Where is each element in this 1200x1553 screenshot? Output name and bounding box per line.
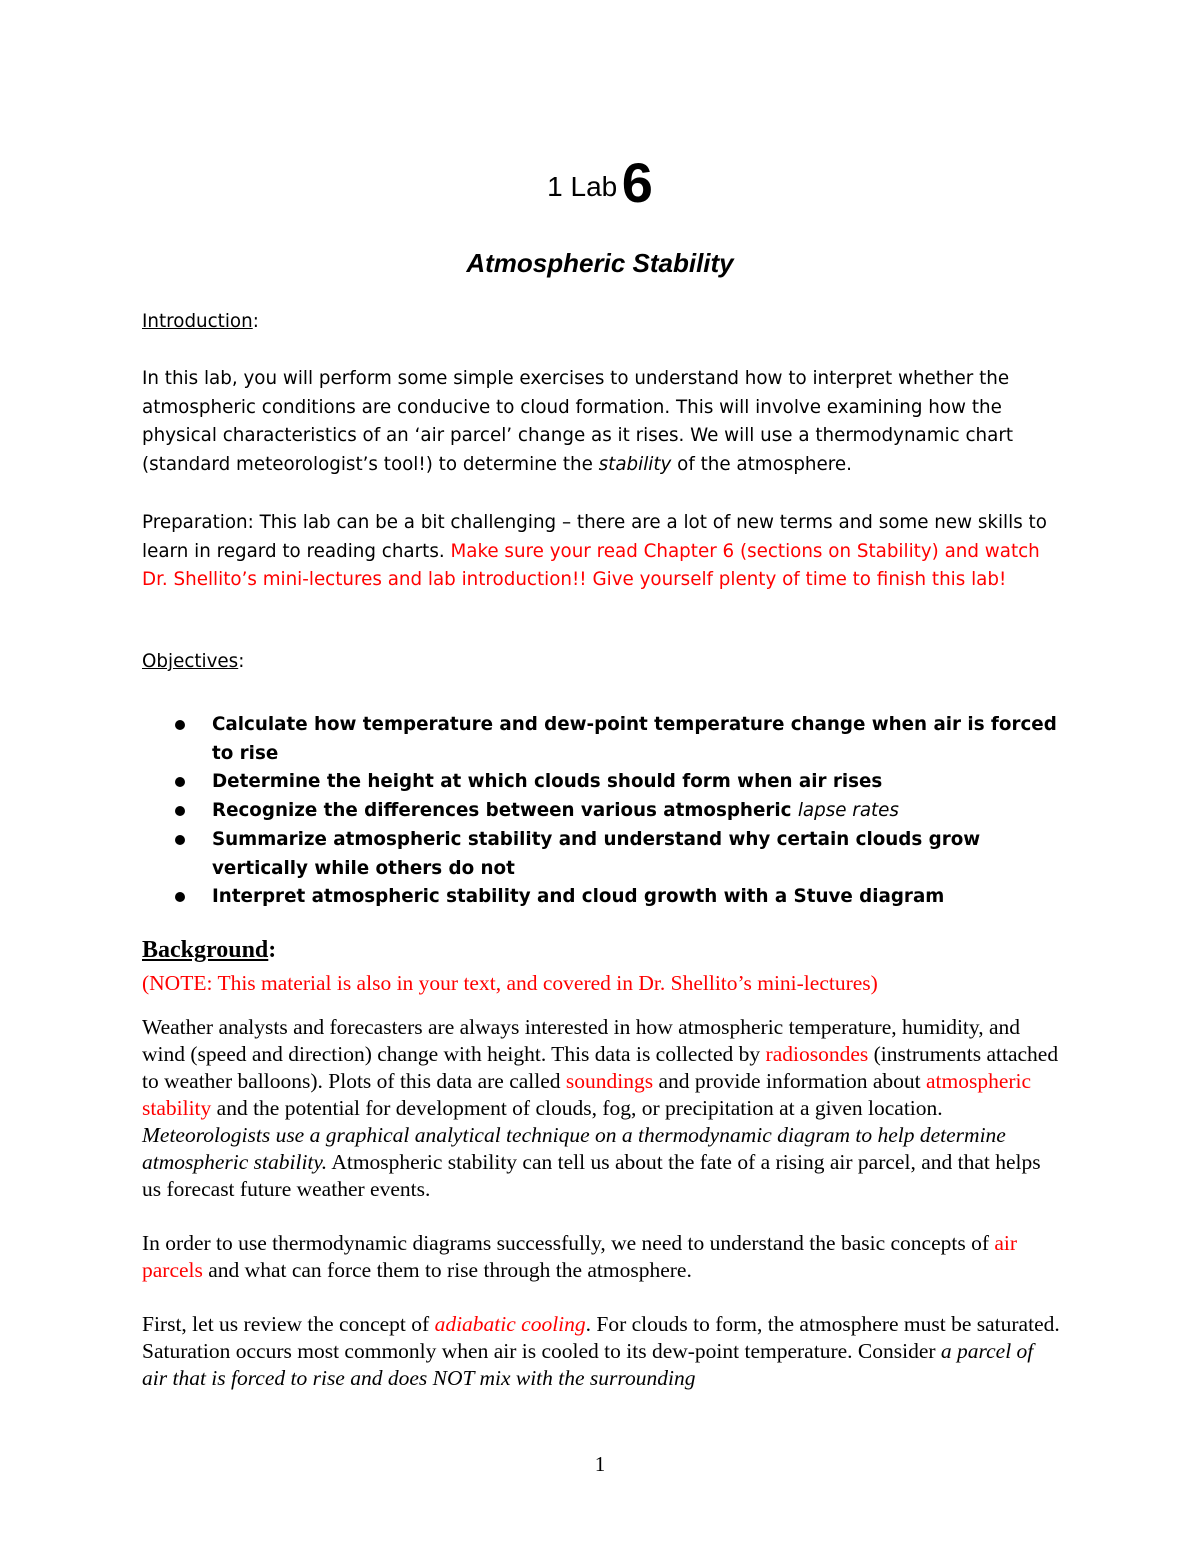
objectives-list — [142, 711, 1062, 912]
introduction-emphasis: stability — [598, 454, 672, 476]
bg-p3-text-2: . For clouds to form, the atmosphere must be saturated. Saturation occurs most commonly when air is cooled to its dew-point temperature. Consider — [142, 1312, 1060, 1363]
objective-text: Interpret atmospheric stability and cloud growth with a Stuve diagram — [212, 886, 945, 908]
objective-item — [142, 797, 1062, 826]
objective-emphasis: lapse rates — [797, 800, 899, 822]
bg-p1-italic: Meteorologists use a graphical analytical technique on a thermodynamic diagram to help determine atmospheric stability. — [142, 1123, 1006, 1174]
lab-title-number: 6 — [621, 151, 653, 214]
preparation-paragraph — [142, 509, 1062, 595]
bullet-icon — [175, 777, 185, 787]
background-paragraph-3 — [142, 1311, 1062, 1392]
objective-item — [142, 826, 1062, 883]
introduction-text-2: of the atmosphere. — [671, 454, 852, 476]
bg-p1-term-radiosondes: radiosondes — [765, 1042, 869, 1066]
bg-p1-text-5: Atmospheric stability can tell us about the fate of a rising air parcel, and that helps us forecast future weather events. — [142, 1150, 1041, 1201]
bullet-icon — [175, 835, 185, 845]
background-paragraph-1 — [142, 1014, 1062, 1203]
objectives-heading-label: Objectives — [142, 651, 239, 672]
bg-p3-italic: a parcel of air that is forced to rise and does NOT mix with the surrounding — [142, 1339, 1034, 1390]
bg-p1-term-stability: atmospheric stability — [142, 1069, 1032, 1120]
bullet-icon — [175, 720, 185, 730]
bg-p3-term-adiabatic: adiabatic cooling — [434, 1312, 586, 1336]
objective-text: Calculate how temperature and dew-point temperature change when air is forced to rise — [212, 714, 1057, 764]
lab-title-prefix: 1 Lab — [547, 171, 618, 202]
objectives-heading — [142, 651, 1062, 672]
preparation-warning: Make sure your read Chapter 6 (sections on Stability) and watch Dr. Shellito’s mini-lectures and lab introduction!! Give yourself plenty of time to finish this lab! — [142, 540, 1040, 591]
objective-item — [142, 883, 1062, 912]
background-heading-label: Background — [142, 937, 269, 963]
bg-p1-text-3: and provide information about — [653, 1069, 926, 1093]
bg-p2-term-air-parcels: air parcels — [142, 1231, 1018, 1282]
objective-text: Recognize the differences between various atmospheric — [212, 800, 798, 822]
page-number: 1 — [594, 1452, 606, 1476]
objectives-heading-colon: : — [238, 651, 245, 672]
introduction-paragraph — [142, 365, 1062, 480]
lab-title — [0, 150, 1200, 215]
bg-p1-text-4: and the potential for development of clouds, fog, or precipitation at a given location. — [211, 1096, 943, 1120]
background-paragraph-2 — [142, 1230, 1062, 1284]
objective-item — [142, 711, 1062, 768]
preparation-text: Preparation: This lab can be a bit challenging – there are a lot of new terms and some new skills to learn in regard to reading charts. — [142, 512, 1047, 562]
objective-text: Determine the height at which clouds should form when air rises — [212, 771, 883, 793]
background-note: (NOTE: This material is also in your text, and covered in Dr. Shellito’s mini-lectures) — [142, 971, 878, 995]
objective-text: Summarize atmospheric stability and understand why certain clouds grow vertically while others do not — [212, 828, 981, 879]
bg-p1-text-2: (instruments attached to weather balloons). Plots of this data are called — [142, 1042, 1059, 1093]
bg-p2-text-1: In order to use thermodynamic diagrams successfully, we need to understand the basic concepts of — [142, 1231, 995, 1255]
bg-p1-text-1: Weather analysts and forecasters are always interested in how atmospheric temperature, humidity, and wind (speed and direction) change with height. This data is collected by — [142, 1015, 1021, 1066]
introduction-heading-colon: : — [252, 311, 259, 332]
introduction-heading-label: Introduction — [142, 311, 253, 332]
bg-p1-term-soundings: soundings — [565, 1069, 654, 1093]
bg-p2-text-2: and what can force them to rise through the atmosphere. — [202, 1258, 692, 1282]
bg-p3-text-1: First, let us review the concept of — [142, 1312, 435, 1336]
introduction-heading — [142, 311, 1062, 332]
background-heading-colon: : — [268, 937, 277, 963]
background-heading — [142, 937, 1062, 964]
bullet-icon — [175, 806, 185, 816]
introduction-text-1: In this lab, you will perform some simple exercises to understand how to interpret whether the atmospheric conditions are conducive to cloud formation. This will involve examining how the physical characteristics of an ‘air parcel’ change as it rises. We will use a thermodynamic chart (standard meteorologist’s tool!) to determine the — [142, 368, 1014, 476]
objective-item — [142, 768, 1062, 797]
bullet-icon — [175, 892, 185, 902]
lab-subtitle: Atmospheric Stability — [466, 248, 734, 278]
